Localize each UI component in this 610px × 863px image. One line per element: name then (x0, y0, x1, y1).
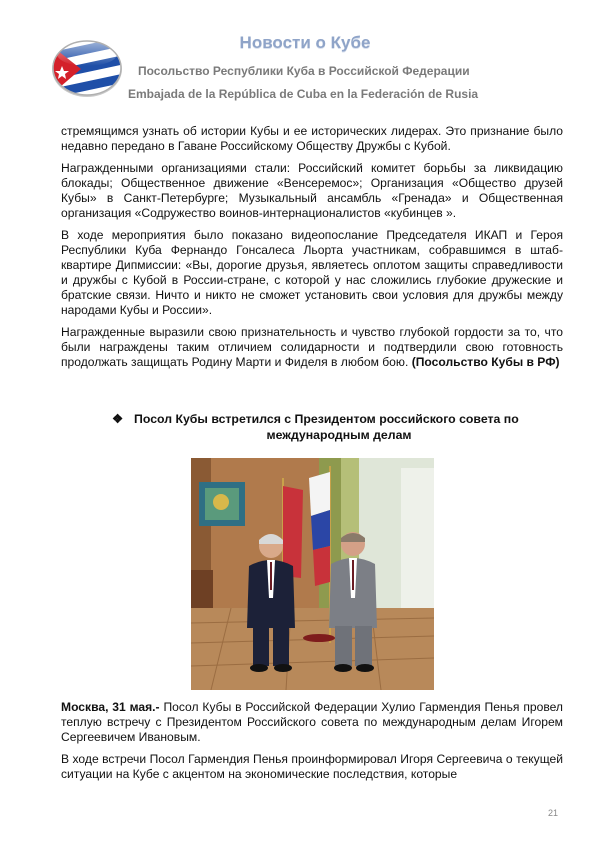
paragraph: Награжденными организациями стали: Российский комитет борьбы за ликвидацию блокады; Общественное движение «Венсеремос»; Организация «Общество друзей Кубы» в Санкт-Петербурге; Музыкальный ансамбль «Гренада» и Общественная организация «Содружество воинов-интернационалистов «кубинцев ». (61, 161, 563, 220)
paragraph: В ходе мероприятия было показано видеопослание Председателя ИКАП и Героя Республики Куба Фернандо Гонсалеса Льорта участникам, собравшимся в штаб-квартире Дипмиссии: «Вы, дорогие друзья, являетесь оплотом защиты справедливости и дружбы с Кубой в России-стране, с которой у нас сложились глубокие дружеские и братские связи. Ничто и никто не сможет установить свои условия для дружбы между народами Кубы и России». (61, 228, 563, 317)
heading-line: Посол Кубы встретился с Президентом российского совета по (134, 412, 519, 426)
paragraph: В ходе встречи Посол Гармендия Пенья проинформировал Игоря Сергеевича о текущей ситуации на Кубе с акцентом на экономические последствия, которые (61, 752, 563, 781)
bullet-icon: ❖ (112, 412, 124, 426)
paragraph-text: Посол Кубы в Российской Федерации Хулио Гармендия Пенья провел теплую встречу с Президентом Российского совета по международным делам Игорем Сергеевичем Ивановым. (61, 700, 563, 744)
paragraph: стремящимся узнать об истории Кубы и ее исторических лидерах. Это признание было недавно передано в Гаване Российскому Обществу Дружбы с Кубой. (61, 124, 563, 153)
article-continuation (61, 124, 563, 377)
page-number: 21 (548, 808, 559, 818)
page-header (0, 0, 610, 120)
dateline: Москва, 31 мая.- (61, 700, 160, 714)
heading-line: международным делам (266, 428, 412, 442)
embassy-name-es: Embajada de la República de Cuba en la Federación de Rusia (128, 87, 479, 101)
paragraph (61, 325, 563, 370)
newsletter-title: Новости о Кубе (239, 33, 371, 52)
meeting-photo (191, 458, 434, 690)
embassy-name-ru: Посольство Республики Куба в Российской Федерации (138, 64, 470, 78)
article-body (61, 700, 563, 789)
source-credit: (Посольство Кубы в РФ) (411, 355, 560, 369)
paragraph (61, 700, 563, 745)
paragraph-text: Награжденные выразили свою признательность и чувство глубокой гордости за то, что были награждены таким отличием солидарности и подтвердили свою готовность продолжать защищать Родину Марти и Фиделя в любом бою. (61, 325, 563, 369)
